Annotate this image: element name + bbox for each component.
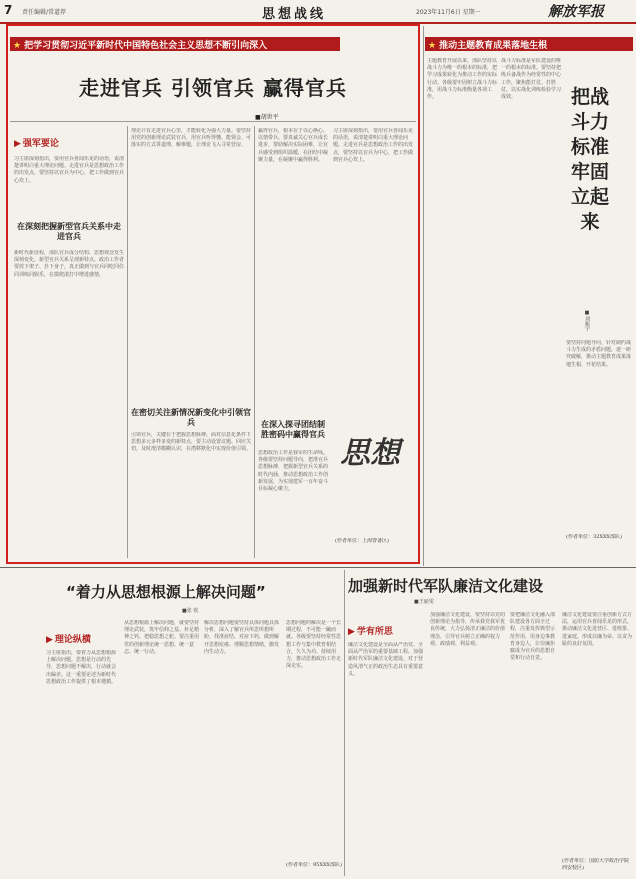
author-note: (作者单位：国防大学政治学院西安校区)	[562, 858, 629, 872]
issue-date: 2023年11月6日 星期一	[416, 9, 481, 16]
article-paragraph: 从思想根源上解决问题，就要坚持理论武装，筑牢信仰之基、补足精神之钙、把稳思想之舵。要注重用党的创新理论统一思想、统一意志、统一行动。	[124, 620, 200, 655]
article-paragraph: 解决思想问题要坚持具体问题具体分析，深入了解官兵所思所想所盼，找准症结、对症下药，做到解开思想疙瘩、理顺思想情绪，激发内生动力。	[204, 620, 280, 655]
subhead-3: 在深入探寻团结制胜密码中赢得官兵	[261, 420, 325, 439]
arrow-icon: ▶	[46, 635, 53, 645]
article-paragraph: 理论只有走进官兵心里，才能转化为强大力量。要坚持用党的创新理论武装官兵，用官兵听得懂、能领会、可落实的方式讲道理、解难题，让理论飞入寻常营房。	[131, 128, 251, 149]
article-paragraph: 思想问题的解决是一个长期过程，不可能一蹴而就。各级要坚持经常性思想工作与集中教育相结合，久久为功、持续用力，推动思想政治工作走深走实。	[286, 620, 342, 670]
article-paragraph: 赢得官兵，根本在于以心换心、以情带兵。要真诚关心官兵成长进步，帮助解决实际困难，让官兵感受到组织温暖，在团结中凝聚力量，在凝聚中赢得胜利。	[258, 128, 328, 163]
right-banner-text: 推动主题教育成果落地生根	[439, 41, 548, 51]
author-note: (作者单位：上海警备区)	[335, 538, 389, 544]
bottom-right-byline: ■王丽雯	[414, 599, 434, 605]
feature-banner	[10, 37, 340, 51]
feature-headline: 走进官兵 引领官兵 赢得官兵	[79, 76, 347, 100]
kicker-text: 理论纵横	[54, 635, 91, 645]
kicker-label	[14, 136, 59, 149]
star-icon: ★	[428, 41, 437, 51]
bottom-right-headline: 加强新时代军队廉洁文化建设	[348, 577, 544, 595]
page-number: 7	[4, 3, 13, 17]
kicker-text: 学有所思	[356, 627, 393, 637]
star-icon: ★	[13, 41, 22, 51]
author-note: (作者单位：32XXX部队)	[566, 534, 622, 540]
arrow-icon: ▶	[14, 139, 21, 149]
article-paragraph: 要坚持问题导向，针对制约战斗力生成的矛盾问题，逐一研究破解，推动主题教育成果落地生根、开花结果。	[566, 340, 632, 368]
article-paragraph: 新时代新征程，部队官兵成分结构、思想观念发生深刻变化，新型官兵关系呈现新特点。政治工作者要放下架子、扑下身子，真正做到与官兵同吃同住同训练同娱乐，在摸爬滚打中增进感情。	[14, 250, 124, 278]
article-paragraph: 战斗力标准是军队建设的唯一的根本的标准。要坚持把练兵备战作为经常性的中心工作，聚焦能打仗、打胜仗，以实战化训练检验学习成效。	[501, 58, 562, 101]
arrow-icon: ▶	[348, 627, 355, 637]
bottom-left-headline: “着力从思想根源上解决问题”	[66, 583, 266, 601]
bottom-left-byline: ■张 钦	[182, 608, 199, 614]
column-rule	[127, 126, 128, 558]
article-paragraph: 引领官兵，关键在于把握思想脉搏。面对信息化条件下思想多元多样多变的新特点，要主动设置议题、回应关切，及时澄清模糊认识，在潜移默化中实现价值引领。	[131, 432, 251, 453]
section-title: 思想战线	[262, 7, 327, 22]
kicker-text: 强军要论	[22, 139, 59, 149]
right-article-title: 把战斗力标准牢固立起来	[570, 86, 609, 233]
newspaper-logo: 解放军报	[548, 4, 604, 20]
subhead-1: 在深刻把握新型官兵关系中走进官兵	[17, 222, 121, 241]
right-banner	[425, 37, 633, 51]
right-article-byline: ■刘振宇	[584, 310, 590, 331]
article-paragraph: 主题教育开展以来，部队坚持以战斗力为唯一的根本的标准，把学习成果转化为推动工作的实际行动。各级要牢固树立战斗力标准，用战斗力标准衡量各项工作。	[427, 58, 497, 101]
article-paragraph: 习主席深刻指出，要用官兵喜闻乐见的话语，说清楚讲明白重大理论问题。走进官兵是思想政治工作的出发点，要坚持以官兵为中心，把工作做到官兵心坎上。	[333, 128, 414, 163]
kicker-label	[46, 632, 91, 645]
column-rule	[423, 26, 424, 566]
article-paragraph: 廉洁文化建设是全面从严治党、全面从严治军的重要基础工程。加强新时代军队廉洁文化建设，对于营造风清气正的政治生态具有重要意义。	[348, 642, 424, 677]
article-paragraph: 廉洁文化建设要注重创新方式方法，运用官兵喜闻乐见的形式，推动廉洁文化进营区、进班排、进家庭，形成以廉为荣、以贪为耻的良好氛围。	[562, 612, 632, 647]
article-paragraph: 习主席深刻指出，要用官兵喜闻乐见的话语，说清楚讲明白重大理论问题。走进官兵是思想政治工作的出发点，要坚持以官兵为中心，把工作做到官兵心坎上。	[14, 156, 124, 184]
article-paragraph: 要把廉洁文化融入部队建设各方面全过程，注重发挥典型示范作用，用身边事教育身边人，让崇廉拒腐成为官兵的思想自觉和行动自觉。	[510, 612, 556, 662]
subhead-2: 在密切关注新情况新变化中引领官兵	[131, 408, 251, 427]
editor-line: 责任编辑/常道荐	[22, 9, 67, 16]
column-rule	[344, 570, 345, 876]
column-rule	[254, 126, 255, 558]
feature-banner-text: 把学习贯彻习近平新时代中国特色社会主义思想不断引向深入	[24, 41, 268, 51]
author-note: (作者单位：95XXX部队)	[286, 862, 342, 868]
divider	[10, 121, 416, 122]
feature-byline: ■胡世平	[255, 114, 279, 121]
article-paragraph: 习主席指出，要着力从思想根源上解决问题。思想是行动的先导，思想问题不解决，行动就会出偏差。这一重要论述为新时代思想政治工作提供了根本遵循。	[46, 650, 117, 685]
calligraphy-artwork: 思想	[340, 436, 400, 471]
kicker-label	[348, 624, 393, 637]
section-divider	[0, 567, 636, 568]
article-paragraph: 思想政治工作是我军的生命线。各级要坚持问题导向，把准官兵思想脉搏，把握新型官兵关系的时代内涵，推动思想政治工作创新发展，为实现建军一百年奋斗目标凝心聚力。	[258, 450, 328, 493]
article-paragraph: 加强廉洁文化建设，要坚持以党的创新理论为指导，传承我党我军优良传统，大力弘扬清正廉洁的价值理念，引导官兵树立正确的权力观、政绩观、利益观。	[430, 612, 506, 647]
